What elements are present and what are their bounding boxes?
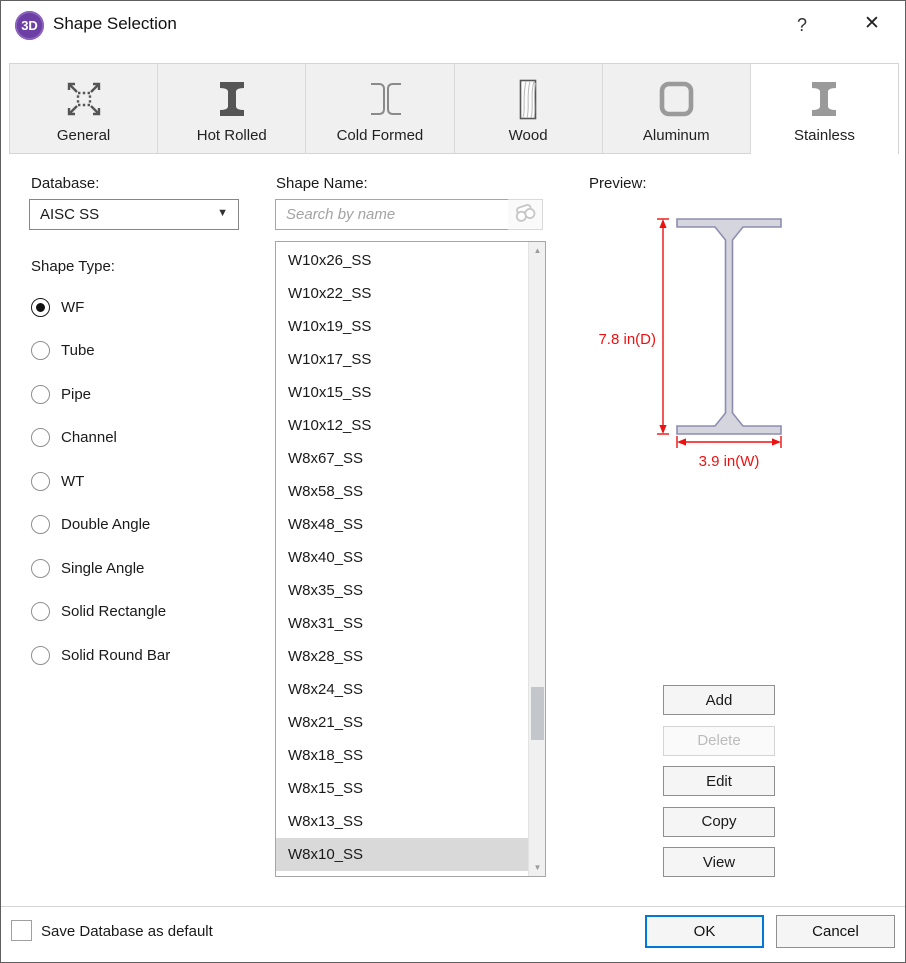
preview-label: Preview:	[589, 175, 647, 192]
chevron-down-icon: ▼	[217, 207, 228, 219]
list-item[interactable]: W8x31_SS	[288, 615, 364, 632]
stainless-ibeam-icon	[751, 74, 898, 124]
tab-hot-rolled[interactable]	[158, 64, 306, 154]
shape-type-radio-group	[31, 296, 251, 688]
radio-button-icon	[31, 428, 50, 447]
scroll-down-icon[interactable]: ▼	[533, 863, 542, 872]
radio-button-icon	[31, 472, 50, 491]
radio-double-angle[interactable]: Double Angle	[31, 514, 251, 536]
tab-label: Stainless	[794, 127, 855, 144]
delete-button: Delete	[663, 726, 775, 756]
database-selected-value: AISC SS	[40, 206, 100, 223]
radio-button-icon	[31, 341, 50, 360]
cold-formed-channels-icon	[306, 74, 453, 124]
list-item[interactable]: W10x22_SS	[288, 285, 372, 302]
list-item[interactable]: W10x15_SS	[288, 384, 372, 401]
scrollbar-thumb[interactable]	[531, 687, 544, 740]
radio-button-icon	[31, 646, 50, 665]
radio-button-icon	[31, 602, 50, 621]
radio-solid-rectangle[interactable]: Solid Rectangle	[31, 601, 251, 623]
tab-aluminum[interactable]	[603, 64, 751, 154]
radio-button-icon	[31, 385, 50, 404]
footer-divider	[1, 906, 905, 907]
list-item[interactable]: W8x48_SS	[288, 516, 364, 533]
shape-preview-drawing	[641, 211, 811, 451]
list-item-selected[interactable]: W8x10_SS	[276, 838, 528, 871]
title-bar	[1, 1, 905, 51]
tab-label: Wood	[508, 127, 548, 144]
material-tab-strip	[9, 63, 899, 154]
aluminum-tube-icon	[603, 74, 750, 124]
tab-label: Hot Rolled	[196, 127, 267, 144]
shape-list	[275, 241, 546, 877]
width-dimension-label: 3.9 in(W)	[698, 453, 760, 470]
radio-tube[interactable]: Tube	[31, 340, 251, 362]
shape-type-label: Shape Type:	[31, 258, 115, 275]
general-icon	[10, 74, 157, 124]
save-database-checkbox-label: Save Database as default	[41, 923, 213, 940]
radio-wt[interactable]: WT	[31, 470, 251, 492]
tab-label: Aluminum	[642, 127, 710, 144]
window-title: Shape Selection	[53, 14, 177, 33]
search-button[interactable]	[508, 199, 543, 230]
list-item[interactable]: W8x40_SS	[288, 549, 364, 566]
shape-search-input[interactable]	[275, 199, 509, 230]
radio-channel[interactable]: Channel	[31, 427, 251, 449]
view-button[interactable]: View	[663, 847, 775, 877]
tab-label: General	[56, 127, 111, 144]
tab-wood[interactable]	[455, 64, 603, 154]
cancel-button[interactable]: Cancel	[776, 915, 895, 948]
tab-cold-formed[interactable]	[306, 64, 454, 154]
tab-label: Cold Formed	[336, 127, 424, 144]
ok-button[interactable]: OK	[645, 915, 764, 948]
depth-dimension-label: 7.8 in(D)	[598, 331, 656, 348]
list-item[interactable]: W8x35_SS	[288, 582, 364, 599]
shape-name-label: Shape Name:	[276, 175, 368, 192]
tab-stainless[interactable]	[751, 64, 898, 154]
list-item[interactable]: W10x12_SS	[288, 417, 372, 434]
radio-solid-round-bar[interactable]: Solid Round Bar	[31, 644, 251, 666]
close-button[interactable]: ✕	[864, 13, 880, 34]
save-database-checkbox[interactable]	[11, 920, 32, 941]
tab-general[interactable]	[10, 64, 158, 154]
scroll-up-icon[interactable]: ▲	[533, 246, 542, 255]
help-button[interactable]: ?	[796, 15, 807, 35]
app-3d-logo-icon: 3D	[15, 11, 44, 40]
database-dropdown[interactable]	[29, 199, 239, 230]
database-label: Database:	[31, 175, 100, 192]
list-item[interactable]: W8x18_SS	[288, 747, 364, 764]
radio-button-icon	[31, 298, 50, 317]
radio-button-icon	[31, 515, 50, 534]
list-scrollbar[interactable]	[528, 242, 545, 876]
list-item[interactable]: W10x17_SS	[288, 351, 372, 368]
list-item[interactable]: W8x58_SS	[288, 483, 364, 500]
add-button[interactable]: Add	[663, 685, 775, 715]
list-item[interactable]: W8x15_SS	[288, 780, 364, 797]
list-item[interactable]: W8x21_SS	[288, 714, 364, 731]
edit-button[interactable]: Edit	[663, 766, 775, 796]
list-item[interactable]: W10x19_SS	[288, 318, 372, 335]
wood-section-icon	[455, 74, 602, 124]
hot-rolled-ibeam-icon	[158, 74, 305, 124]
copy-button[interactable]: Copy	[663, 807, 775, 837]
list-item[interactable]: W8x67_SS	[288, 450, 364, 467]
binoculars-icon	[512, 201, 538, 228]
list-item[interactable]: W8x28_SS	[288, 648, 364, 665]
radio-single-angle[interactable]: Single Angle	[31, 557, 251, 579]
radio-pipe[interactable]: Pipe	[31, 383, 251, 405]
radio-wf[interactable]: WF	[31, 296, 251, 318]
list-item[interactable]: W10x26_SS	[288, 252, 372, 269]
list-item[interactable]: W8x24_SS	[288, 681, 364, 698]
radio-button-icon	[31, 559, 50, 578]
list-item[interactable]: W8x13_SS	[288, 813, 364, 830]
